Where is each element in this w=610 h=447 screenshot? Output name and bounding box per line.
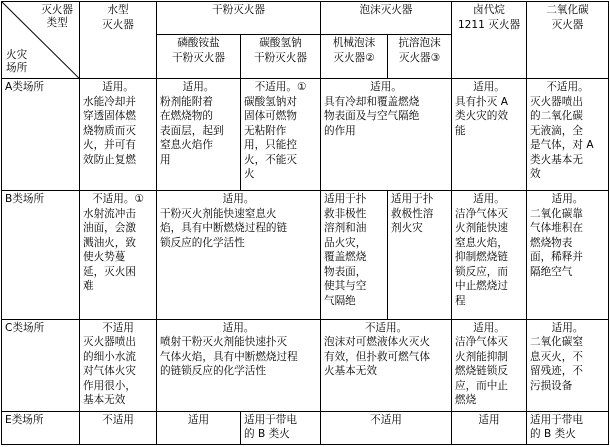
cell-c-co2-body: [530, 335, 605, 393]
text-line: 是气体，对 A: [530, 139, 594, 152]
text-line: 二氧化碳窒: [530, 336, 583, 349]
cell-c-co2: [527, 319, 609, 411]
text-line: 基本无效: [83, 394, 126, 407]
text-line: 喷射干粉灭火剂能快速扑灭: [160, 336, 288, 349]
cell-a-foam-head: 适用。: [370, 81, 402, 94]
cell-a-bicarbonate-head: 不适用。①: [254, 81, 307, 94]
cell-b-co2: [527, 191, 609, 319]
cell-c-water-head: 不适用: [102, 321, 134, 334]
text-line: 覆盖燃烧: [324, 251, 367, 264]
text-line: 干粉灭火剂能快速窒息火: [160, 207, 277, 220]
cell-a-water-body: [83, 95, 153, 168]
header-alcohol-foam: [388, 35, 452, 79]
text-line: 抑制燃烧链: [455, 251, 508, 264]
text-line: 难: [83, 280, 94, 293]
text-line: 溶剂和油: [324, 222, 367, 235]
cell-b-water-body: [83, 207, 153, 294]
text-line: 焰，具有中断燃烧过程的链: [160, 222, 288, 235]
cell-c-halon: [452, 319, 527, 411]
cell-a-co2-head: 不适用。: [546, 81, 589, 94]
corner-type-label: [41, 4, 73, 30]
text-line: 灭火器喷出: [83, 336, 136, 349]
cell-b-halon: [452, 191, 527, 319]
text-line: 用: [160, 153, 171, 166]
text-line: 油面，会激: [83, 222, 136, 235]
text-line: 能: [455, 124, 466, 137]
text-line: 留残迹，不: [530, 365, 583, 378]
text-line: 燃烧链锁反: [455, 365, 508, 378]
cell-a-foam-body: [324, 95, 448, 139]
text-line: 火剂能快速: [455, 222, 508, 235]
header-mechanical-foam: [321, 35, 388, 79]
text-line: 火: [244, 168, 255, 181]
text-line: 窒息火焰，: [455, 236, 508, 249]
header-phosphate: [157, 35, 241, 79]
row-label-a: A类场所: [2, 79, 80, 191]
cell-e-halon: 适用: [452, 411, 527, 444]
cell-e-co2-body: [530, 413, 605, 442]
text-line: 燃烧: [455, 394, 477, 407]
text-line: 泡沫对可燃液体火灭火: [324, 336, 430, 349]
text-line: 污损设备: [530, 379, 573, 392]
cell-b-co2-head: 适用。: [551, 193, 584, 206]
text-line: 固体可燃物: [244, 110, 297, 123]
text-line: 适用于扑: [391, 193, 434, 206]
text-line: 的二氧化碳: [530, 110, 583, 123]
text-line: 类火基本无: [530, 153, 583, 166]
cell-a-bicarbonate-body: [244, 95, 317, 182]
corner-place-line-1: 火灾: [6, 49, 28, 62]
row-class-b: [2, 191, 609, 319]
cell-a-co2-body: [530, 95, 605, 182]
text-line: 具有冷却和覆盖燃烧: [324, 95, 420, 108]
text-line: 的 B 类火: [244, 428, 290, 441]
header-dry-powder: 干粉灭火器: [157, 2, 321, 35]
text-line: 气体火焰，具有中断燃烧过程: [160, 350, 298, 363]
header-phosphate-line-2: 干粉灭火器: [172, 51, 225, 64]
cell-b-alcohol-foam-body: [391, 192, 448, 236]
header-co2: [527, 2, 609, 79]
text-line: 燃烧物表: [530, 236, 573, 249]
cell-b-dry-powder: [157, 191, 321, 319]
cell-b-dry-powder-body: [160, 207, 317, 251]
cell-b-dry-powder-head: 适用。: [222, 193, 255, 206]
row-label-b: B类场所: [2, 191, 80, 319]
text-line: 气隔绝: [324, 294, 356, 307]
text-line: 对气体火灾: [83, 365, 136, 378]
cell-a-foam: [321, 79, 452, 191]
text-line: 窒息火焰作: [160, 139, 213, 152]
cell-c-foam-head: 不适用。: [364, 321, 408, 334]
text-line: 在燃烧物的: [160, 110, 213, 123]
text-line: 适用于带电: [530, 413, 583, 426]
text-line: 使火势蔓: [83, 251, 126, 264]
cell-c-halon-body: [455, 335, 523, 408]
row-label-c: C类场所: [2, 319, 80, 411]
cell-b-halon-body: [455, 207, 523, 309]
text-line: 水能冷却并: [83, 95, 136, 108]
header-alcohol-foam-line-2: 灭火器③: [398, 51, 441, 64]
cell-a-halon-body: [455, 95, 523, 139]
header-bicarbonate: [241, 35, 321, 79]
text-line: 有效，但扑救可燃气体: [324, 350, 430, 363]
cell-c-water-body: [83, 335, 153, 408]
header-water-line-1: 水型: [107, 4, 129, 16]
text-line: 救非极性: [324, 207, 367, 220]
header-co2-line-2: 灭火器: [551, 18, 584, 31]
text-line: 水射流冲击: [83, 207, 136, 220]
text-line: 穿透固体燃: [83, 110, 136, 123]
text-line: 火基本无效: [324, 365, 377, 378]
text-line: 锁反应的化学活性: [160, 236, 245, 249]
row-class-c: [2, 319, 609, 411]
cell-b-co2-body: [530, 207, 605, 280]
extinguisher-suitability-table: [1, 1, 609, 445]
header-water-line-2: 灭火器: [102, 18, 134, 31]
cell-c-dry-powder: [157, 319, 321, 411]
text-line: 的作用: [324, 124, 356, 137]
text-line: 二氧化碳靠: [530, 207, 583, 220]
text-line: 火剂能抑制: [455, 350, 508, 363]
cell-a-halon: [452, 79, 527, 191]
cell-e-foam: 不适用: [321, 411, 452, 444]
row-class-a: [2, 79, 609, 191]
corner-type-line-1: 灭火器: [41, 4, 73, 16]
corner-place-label: [6, 49, 27, 75]
cell-e-co2: [527, 411, 609, 444]
text-line: 使其与空: [324, 280, 367, 293]
text-line: 灭火器喷出: [530, 95, 583, 108]
cell-b-halon-head: 适用。: [473, 193, 505, 206]
header-mechanical-foam-line-1: 机械泡沫: [332, 37, 376, 50]
cell-e-bicarbonate: [241, 411, 321, 444]
corner-cell: [2, 2, 80, 79]
text-line: 气体堆积在: [530, 222, 583, 235]
cell-c-halon-head: 适用。: [473, 321, 505, 334]
cell-e-water: 不适用: [80, 411, 157, 444]
text-line: 面，稀释并: [530, 251, 583, 264]
cell-b-alcohol-foam: [388, 191, 452, 319]
cell-c-dry-powder-head: 适用。: [222, 321, 255, 334]
cell-c-co2-head: 适用。: [551, 321, 584, 334]
cell-b-water: [80, 191, 157, 319]
text-line: 品火灾，: [324, 236, 367, 249]
header-bicarbonate-line-1: 碳酸氢钠: [259, 37, 302, 50]
cell-c-dry-powder-body: [160, 335, 317, 379]
text-line: 表面层，起到: [160, 124, 224, 137]
header-co2-line-1: 二氧化碳: [546, 4, 589, 16]
cell-a-water: [80, 79, 157, 191]
row-label-e: E类场所: [2, 411, 80, 444]
text-line: 适用于扑: [324, 193, 367, 206]
text-line: 适用于带电: [244, 413, 297, 426]
cell-c-foam: [321, 319, 452, 411]
text-line: 锁反应，而: [455, 265, 508, 278]
text-line: 效防止复燃: [83, 153, 136, 166]
header-bicarbonate-line-2: 干粉灭火器: [254, 51, 307, 64]
row-class-e: [2, 411, 609, 444]
header-mechanical-foam-line-2: 灭火器②: [333, 51, 375, 64]
text-line: 中止燃烧过: [455, 280, 508, 293]
text-line: 的 B 类火: [530, 428, 576, 441]
header-phosphate-line-1: 磷酸铵盐: [177, 37, 220, 50]
header-halon-line-1: 卤代烷: [473, 4, 505, 16]
cell-b-mechanical-foam-body: [324, 192, 384, 308]
text-line: 效: [530, 168, 541, 181]
header-row-main: [2, 2, 609, 35]
cell-b-mechanical-foam: [321, 191, 388, 319]
text-line: 洁净气体灭: [455, 336, 508, 349]
text-line: 火，并可有: [83, 139, 136, 152]
text-line: 类火灾的效: [455, 110, 508, 123]
text-line: 碳酸氢钠对: [244, 95, 297, 108]
cell-a-co2: [527, 79, 609, 191]
cell-c-foam-body: [324, 335, 448, 379]
text-line: 溅油火，致: [83, 236, 136, 249]
header-foam: 泡沫灭火器: [321, 2, 452, 35]
cell-b-water-head: 不适用。①: [92, 193, 144, 206]
text-line: 剂火灾: [391, 222, 423, 235]
text-line: 息灭火，不: [530, 350, 583, 363]
text-line: 的链锁反应的化学活性: [160, 365, 266, 378]
text-line: 无粘附作: [244, 124, 287, 137]
corner-type-line-2: 类型: [46, 17, 68, 29]
text-line: 程: [455, 294, 466, 307]
cell-a-bicarbonate: [241, 79, 321, 191]
cell-c-water: [80, 319, 157, 411]
text-line: 粉剂能附着: [160, 95, 213, 108]
text-line: 作用很小，: [83, 379, 136, 392]
cell-a-phosphate: [157, 79, 241, 191]
header-water: [80, 2, 157, 79]
cell-a-phosphate-head: 适用。: [182, 81, 215, 94]
text-line: 具有扑灭 A: [455, 95, 508, 108]
text-line: 救极性溶: [391, 207, 434, 220]
text-line: 隔绝空气: [530, 265, 573, 278]
text-line: 延，灭火困: [83, 265, 136, 278]
text-line: 洁净气体灭: [455, 207, 508, 220]
text-line: 应，而中止: [455, 379, 508, 392]
cell-e-bicarbonate-body: [244, 413, 317, 442]
text-line: 物表面，: [324, 265, 367, 278]
header-alcohol-foam-line-1: 抗溶泡沫: [398, 37, 441, 50]
text-line: 无液滴，全: [530, 124, 583, 137]
cell-e-phosphate: 适用: [157, 411, 241, 444]
text-line: 火，不能灭: [244, 153, 297, 166]
header-halon-line-2: 1211 灭火器: [457, 18, 521, 31]
text-line: 的细小水流: [83, 350, 136, 363]
header-halon: [452, 2, 527, 79]
cell-a-halon-head: 适用。: [473, 81, 505, 94]
text-line: 烧物质而灭: [83, 124, 136, 137]
text-line: 用，只能控: [244, 139, 297, 152]
cell-a-water-head: 适用。: [102, 81, 134, 94]
text-line: 物表面及与空气隔绝: [324, 110, 420, 123]
cell-a-phosphate-body: [160, 95, 237, 168]
corner-place-line-2: 场所: [6, 62, 28, 75]
